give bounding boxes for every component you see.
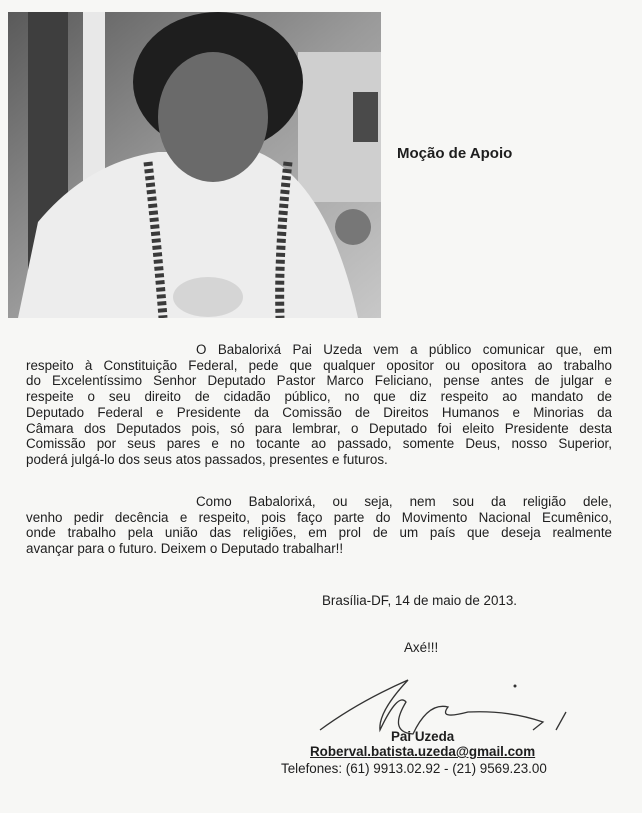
text-line: onde trabalho pela união das religiões, em prol de um país que deseja realmente (26, 525, 612, 541)
text-line: Deputado Federal e Presidente da Comissão de Direitos Humanos e Minorias da (26, 404, 612, 420)
text-line: venho pedir decência e respeito, pois faço parte do Movimento Nacional Ecumênico, (26, 509, 612, 525)
paragraph-2 (26, 494, 612, 557)
paragraph-1 (26, 342, 612, 468)
closing-greeting: Axé!!! (404, 640, 439, 655)
text-line: O Babalorixá Pai Uzeda vem a público comunicar que, em (196, 342, 612, 357)
text-line: Câmara dos Deputados pois, só para lembrar, o Deputado foi eleito Presidente desta (26, 420, 612, 436)
phone-numbers: Telefones: (61) 9913.02.92 - (21) 9569.23.00 (281, 761, 547, 776)
text-line: Como Babalorixá, ou seja, nem sou da religião dele, (196, 494, 612, 509)
document-title: Moção de Apoio (397, 145, 513, 162)
text-line: respeito à Constituição Federal, pede que qualquer opositor ou opositora ao trabalho (26, 357, 612, 373)
text-line: poderá julgá-lo dos seus atos passados, presentes e futuros. (26, 451, 388, 467)
email-link[interactable]: Roberval.batista.uzeda@gmail.com (310, 744, 536, 759)
signer-name: Pai Uzeda (391, 729, 455, 744)
text-line: do Excelentíssimo Senhor Deputado Pastor Marco Feliciano, pense antes de julgar e (26, 373, 612, 389)
text-line: respeite o seu direito de cidadão público, no que diz respeito ao mandato de (26, 389, 612, 405)
text-line: Comissão por seus pares e no tocante ao passado, somente Deus, nosso Superior, (26, 436, 612, 452)
text-line: avançar para o futuro. Deixem o Deputado trabalhar!! (26, 541, 344, 557)
portrait-photo (8, 12, 381, 318)
date-line: Brasília-DF, 14 de maio de 2013. (322, 593, 518, 608)
